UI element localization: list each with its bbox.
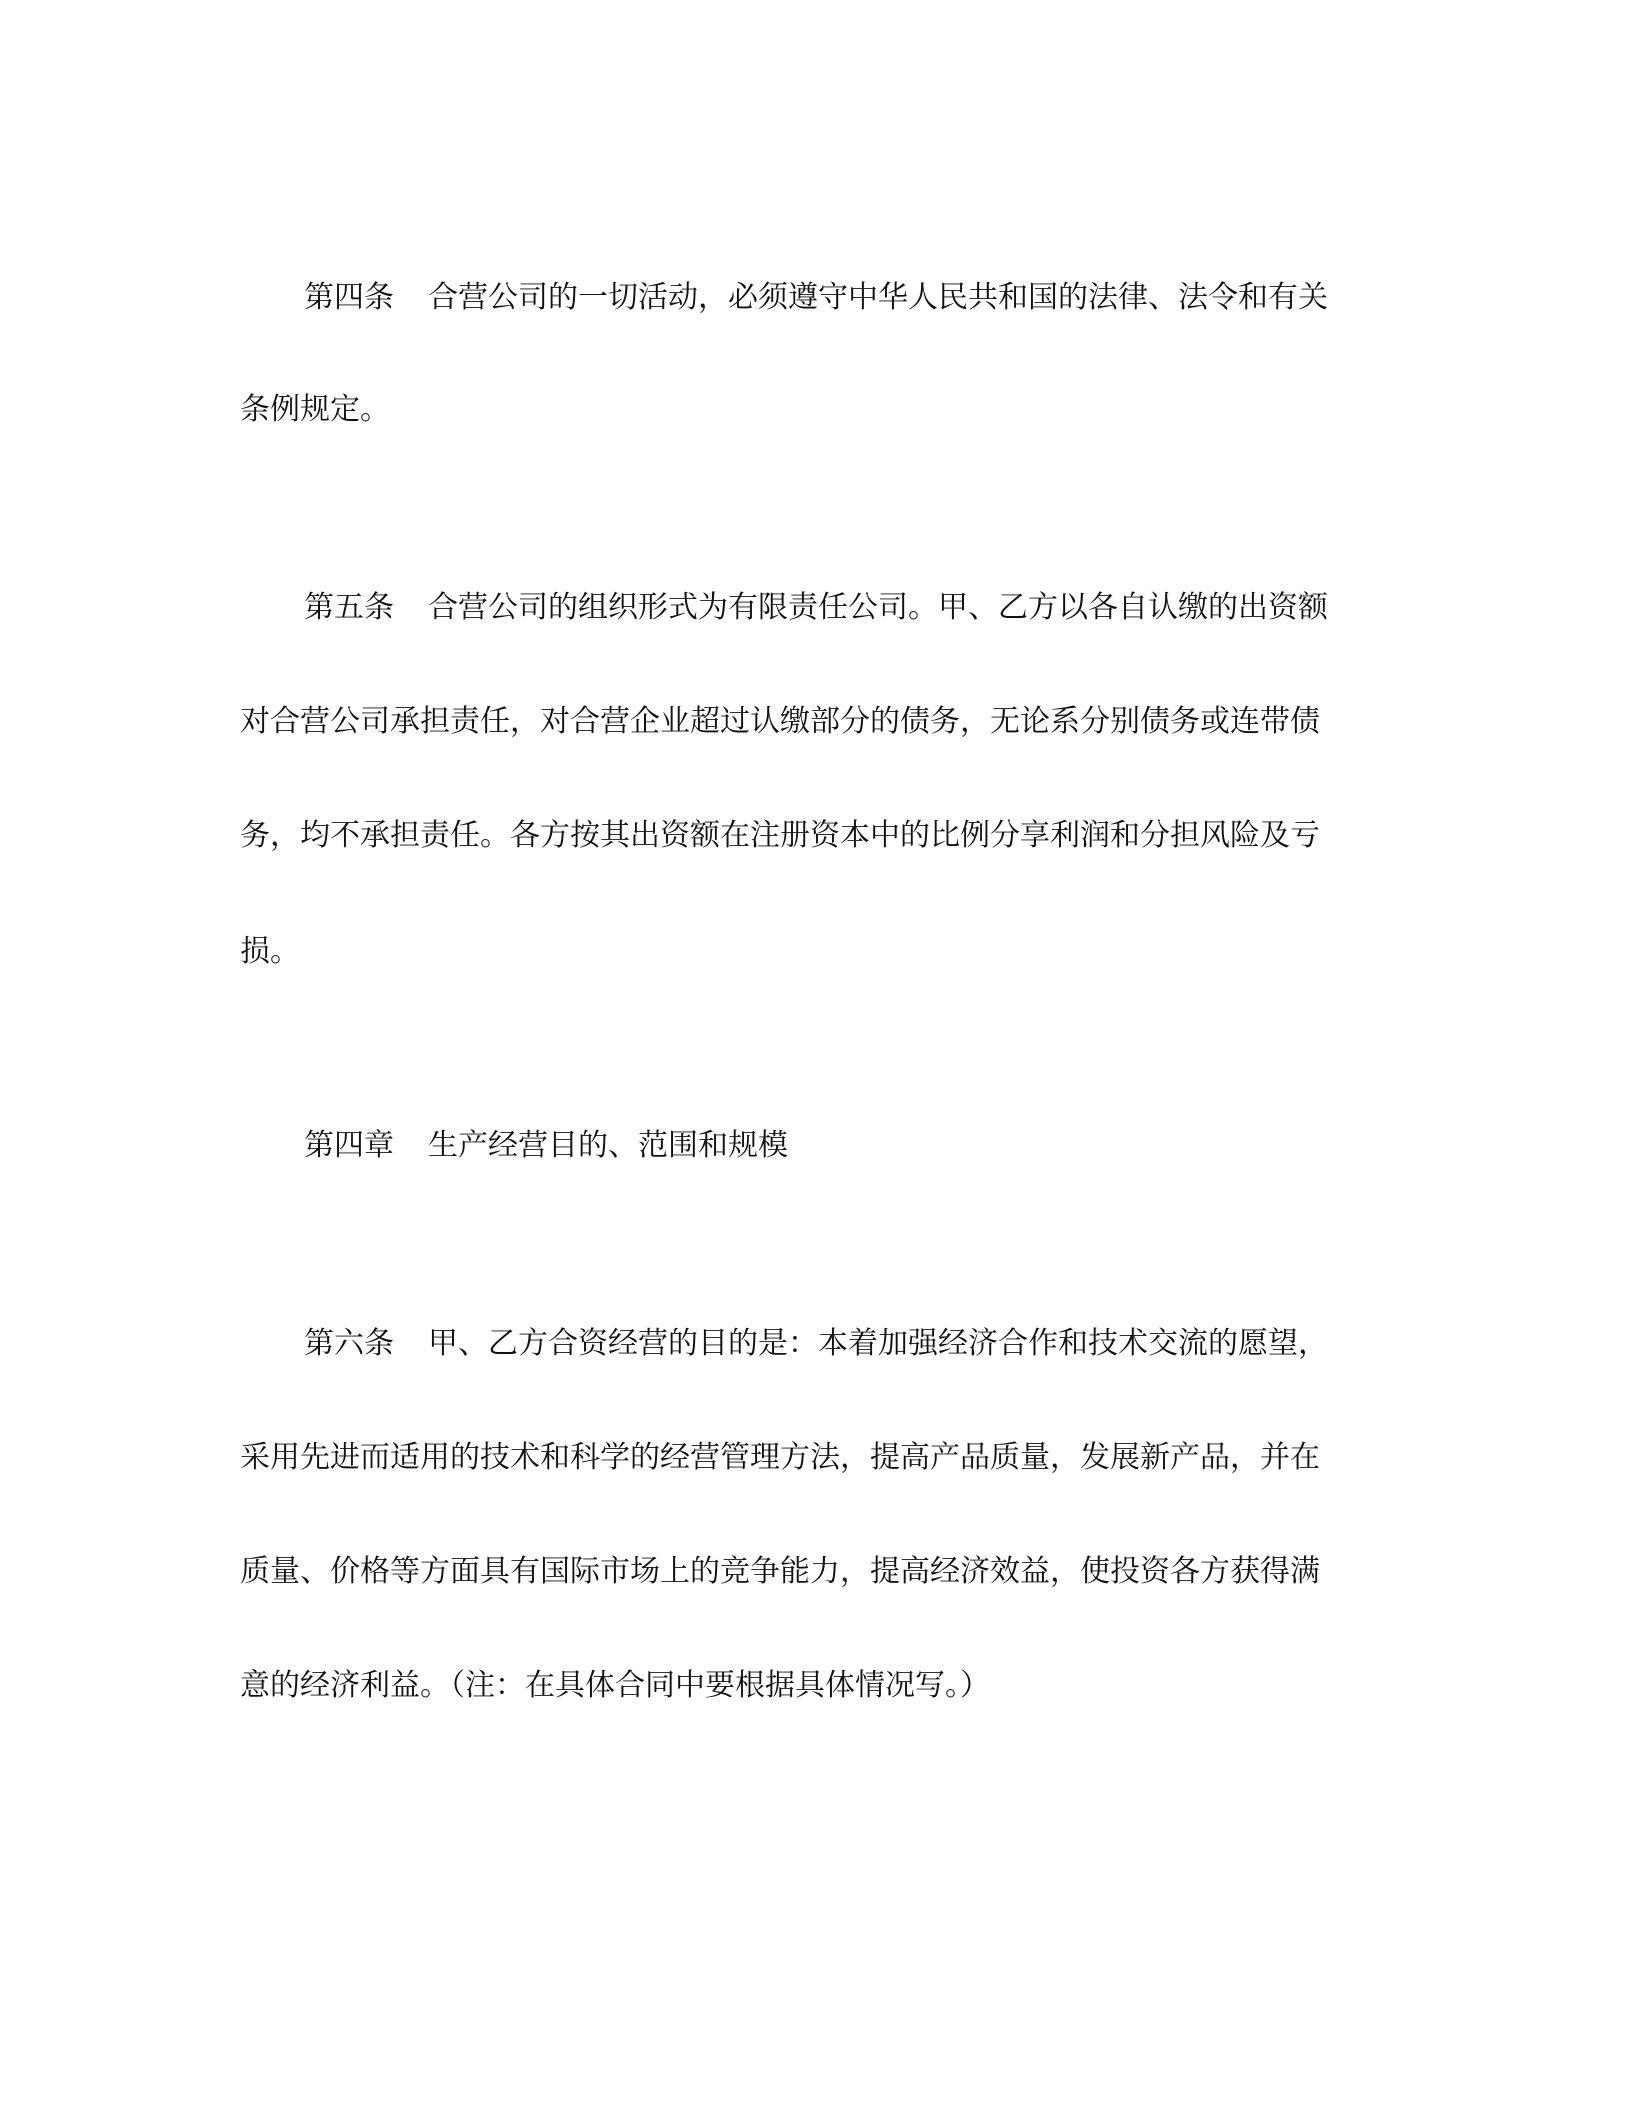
- article-4-first-line: [304, 278, 1328, 318]
- article-6-label: 第六条: [304, 1326, 394, 1361]
- article-4-text-line-2: 条例规定。: [240, 392, 390, 427]
- chapter-4-heading: [304, 1126, 788, 1166]
- article-5-text-line-2: 对合营公司承担责任，对合营企业超过认缴部分的债务，无论系分别债务或连带债: [240, 704, 1320, 739]
- article-6-text-line-3: 质量、价格等方面具有国际市场上的竞争能力，提高经济效益，使投资各方获得满: [240, 1554, 1320, 1589]
- article-5-text-line-4: 损。: [240, 934, 300, 969]
- article-4-text-line-1: 合营公司的一切活动，必须遵守中华人民共和国的法律、法令和有关: [428, 280, 1328, 315]
- chapter-4-title: 生产经营目的、范围和规模: [428, 1128, 788, 1163]
- article-5-first-line: [304, 588, 1328, 628]
- article-5-text-line-3: 务，均不承担责任。各方按其出资额在注册资本中的比例分享利润和分担风险及亏: [240, 818, 1320, 853]
- article-6-text-line-2: 采用先进而适用的技术和科学的经营管理方法，提高产品质量，发展新产品，并在: [240, 1440, 1320, 1475]
- article-5-text-line-1: 合营公司的组织形式为有限责任公司。甲、乙方以各自认缴的出资额: [428, 590, 1328, 625]
- article-5-label: 第五条: [304, 590, 394, 625]
- article-6-first-line: [304, 1324, 1328, 1364]
- article-4-label: 第四条: [304, 280, 394, 315]
- article-6-text-line-4: 意的经济利益。（注：在具体合同中要根据具体情况写。）: [240, 1668, 990, 1703]
- chapter-4-label: 第四章: [304, 1128, 394, 1163]
- article-6-text-line-1: 甲、乙方合资经营的目的是：本着加强经济合作和技术交流的愿望，: [428, 1326, 1328, 1361]
